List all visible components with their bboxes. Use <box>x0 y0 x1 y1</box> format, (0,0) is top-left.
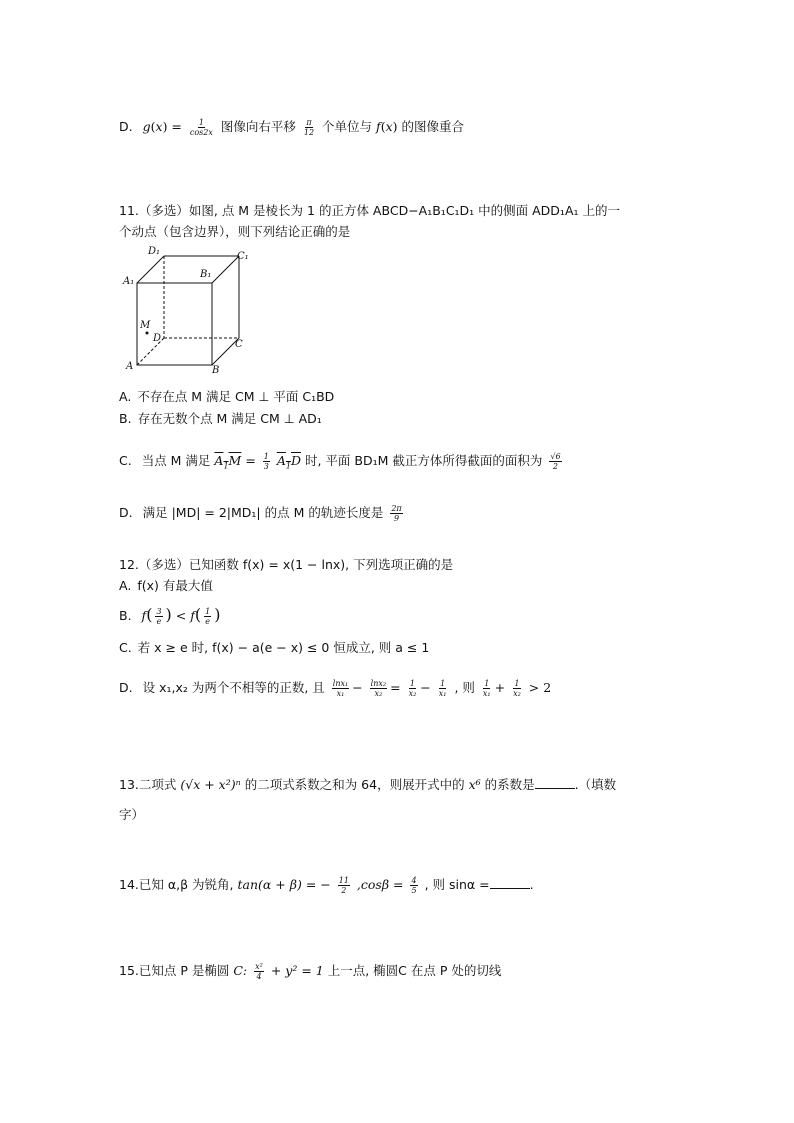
q11-option-b: B. 存在无数个点 M 满足 CM ⊥ AD₁ <box>119 411 322 426</box>
label-B: B <box>212 365 220 374</box>
q10-option-d: D. g(x) = $\frac{1}{\cos 2x}$ 图像向右平移 $\frac{\pi}{12}$ 个单位与 f(x) 的图像重合 <box>119 118 465 137</box>
q12-option-a: A. f(x) 有最大值 <box>119 578 213 593</box>
q12-option-c: C. 若 x ≥ e 时, f(x) − a(e − x) ≤ 0 恒成立, 则 a ≤ 1 <box>119 640 430 655</box>
answer-blank[interactable] <box>535 776 575 789</box>
label-A1: A₁ <box>123 276 135 287</box>
answer-blank[interactable] <box>490 876 530 889</box>
fraction: $\frac{1}{\cos 2x}$ <box>189 118 213 137</box>
option-label: D. <box>119 119 133 134</box>
q14-line: 14.已知 α,β 为锐角, tan(α + β) = − $\frac{11}{2}$ ,cosβ = $\frac{4}{5}$ , 则 sinα = . <box>119 876 534 895</box>
label-D: D <box>153 333 162 344</box>
q13-line2: 字） <box>119 807 145 822</box>
label-B1: B₁ <box>200 269 212 280</box>
q12-option-d: D. 设 x₁,x₂ 为两个不相等的正数, 且 $\frac{\text{lnx₁}}{\text{x₁}}$ − $\frac{\text{lnx₂}}{\text{x₂}}$ = $\frac{1}{\text{x₂}}$ − $\frac{1}{\text{x₁}}$ , 则 $\frac{1}{\text{x₁}}$ + $\frac{1}{\text{x₂}}$ > 2 <box>119 679 552 698</box>
label-M: M <box>140 320 151 331</box>
q11-option-a: A. 不存在点 M 满足 CM ⊥ 平面 C₁BD <box>119 389 335 404</box>
label-A: A <box>126 361 134 372</box>
q13-line1: 13.二项式 (√x + x²)ⁿ 的二项式系数之和为 64，则展开式中的 x⁶ 的系数是 .（填数 <box>119 777 617 792</box>
fraction: $\frac{\pi}{12}$ <box>303 118 315 137</box>
cube-figure <box>117 244 257 374</box>
q11-option-d: D. 满足 |MD| = 2|MD₁| 的点 M 的轨迹长度是 $\frac{2\pi}{9}$ <box>119 504 402 523</box>
q12-option-b: B. f( $\frac{3}{e}$ ) < f( $\frac{1}{e}$ ) <box>119 605 221 626</box>
label-C1: C₁ <box>237 251 249 262</box>
q15-line: 15.已知点 P 是椭圆 C: $\frac{\text{x²}}{4}$ + y² = 1 上一点, 椭圆C 在点 P 处的切线 <box>119 962 502 981</box>
q11-option-c: C. 当点 M 满足 $A_1M$ = $\frac{1}{3}$ $A_1D$ 时, 平面 BD₁M 截正方体所得截面的面积为 $\frac{√6}{2}$ <box>119 452 561 471</box>
q11-header-cont: 个动点（包含边界），则下列结论正确的是 <box>119 224 351 239</box>
q12-header: 12.（多选）已知函数 f(x) = x(1 − lnx), 下列选项正确的是 <box>119 557 454 572</box>
q11-header: 11.（多选）如图, 点 M 是棱长为 1 的正方体 ABCD−A₁B₁C₁D₁ 中的侧面 ADD₁A₁ 上的一 <box>119 203 620 218</box>
label-C: C <box>235 339 243 350</box>
label-D1: D₁ <box>148 246 161 257</box>
